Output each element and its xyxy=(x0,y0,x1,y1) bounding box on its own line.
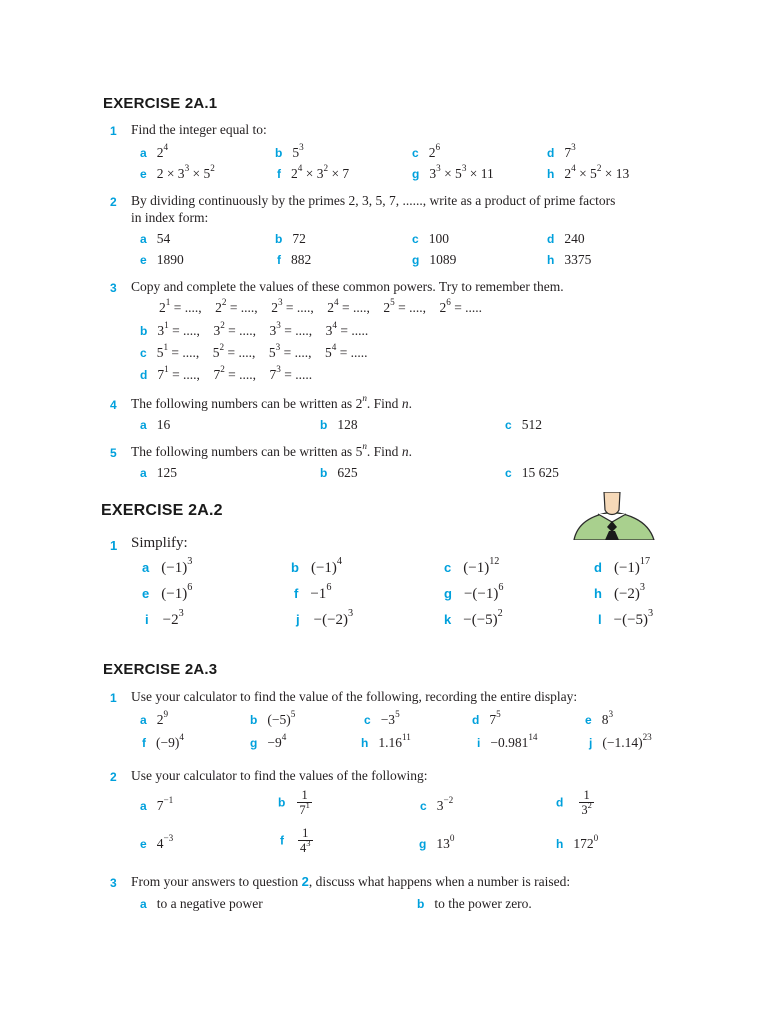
calc2-part-h: h $172^0$ xyxy=(556,833,599,851)
cartoon-character-illustration xyxy=(572,492,656,540)
question-text: From your answers to question 2, discuss what happens when a number is raised: xyxy=(131,874,571,889)
powers-row-2: $2^1$ = ...., $2^2$ = ...., $2^3$ = ...., $2^4$ = ...., $2^5$ = ...., $2^6$ = ..... xyxy=(159,297,483,315)
question-number: 1 xyxy=(110,538,118,553)
question-text: By dividing continuously by the primes 2, 3, 5, 7, ......, write as a product of prime factors xyxy=(131,193,616,208)
simplify-part-l: $l -(-5)^3$ xyxy=(598,608,654,628)
discuss-part-a: a to a negative power xyxy=(140,896,263,911)
simplify-part-j: $j -(-2)^3$ xyxy=(296,608,354,628)
calc-part-b: b $(-5)^5$ xyxy=(250,709,296,727)
calc-part-c: $c -3^5$ xyxy=(364,709,400,727)
question-number: 4 xyxy=(110,398,117,412)
simplify-part-k: $k -(-5)^2$ xyxy=(444,608,503,628)
part-2a: a 54 xyxy=(140,231,171,246)
part-4c: c 512 xyxy=(505,417,542,432)
part-2g: g 1089 xyxy=(412,252,457,267)
question-text: Copy and complete the values of these common powers. Try to remember them. xyxy=(131,279,564,294)
part-5a: a 125 xyxy=(140,465,177,480)
question-number: 3 xyxy=(110,281,117,295)
question-text: The following numbers can be written as 2$^n$. Find n. xyxy=(131,393,412,411)
part-2h: h 3375 xyxy=(547,252,592,267)
calc2-part-g: g $13^0$ xyxy=(419,833,455,851)
question-text-continued: in index form: xyxy=(131,210,209,225)
simplify-part-i: $i -2^3$ xyxy=(145,608,184,628)
simplify-part-f: $f -1^6$ xyxy=(294,582,332,602)
calc2-part-a: a $7^{-1}$ xyxy=(140,795,174,813)
calc-part-a: a $2^9$ xyxy=(140,709,169,727)
powers-row-7: d $7^1$ = ...., $7^2$ = ...., $7^3$ = ..... xyxy=(140,364,313,382)
part-2b: b 72 xyxy=(275,231,306,246)
powers-row-3: b $3^1$ = ...., $3^2$ = ...., $3^3$ = ...., $3^4$ = ..... xyxy=(140,320,369,338)
question-number: 5 xyxy=(110,446,117,460)
question-number: 2 xyxy=(110,195,117,209)
calc-part-e: e $8^3$ xyxy=(585,709,614,727)
part-2e: e 1890 xyxy=(140,252,184,267)
calc2-part-d: d $\frac{1}{3^2}$ xyxy=(556,788,592,817)
simplify-part-e: e $(-1)^6$ xyxy=(142,582,193,602)
part-1c: c $2^6$ xyxy=(412,142,441,160)
simplify-part-d: d $(-1)^{17}$ xyxy=(594,556,651,576)
part-5c: c 15 625 xyxy=(505,465,559,480)
simplify-part-b: b $(-1)^4$ xyxy=(291,556,342,576)
simplify-part-h: h $(-2)^3$ xyxy=(594,582,645,602)
simplify-part-c: c $(-1)^{12}$ xyxy=(444,556,500,576)
question-text: The following numbers can be written as 5$^n$. Find n. xyxy=(131,441,412,459)
question-text: Use your calculator to find the value of the following, recording the entire display: xyxy=(131,689,578,704)
part-2f: f 882 xyxy=(277,252,312,267)
calc-part-i: $i -0.981^{14}$ xyxy=(477,732,538,750)
simplify-part-g: $g -(-1)^6$ xyxy=(444,582,504,602)
calc-part-f: f $(-9)^4$ xyxy=(142,732,184,750)
question-number: 1 xyxy=(110,691,117,705)
part-1e: e $2 \times 3^3 \times 5^2$ xyxy=(140,163,215,181)
exercise-2a3-heading: EXERCISE 2A.3 xyxy=(103,661,218,678)
question-text: Simplify: xyxy=(131,535,188,551)
part-1a: a $2^4$ xyxy=(140,142,169,160)
calc-part-j: j $(-1.14)^{23}$ xyxy=(589,732,652,750)
part-5b: b 625 xyxy=(320,465,358,480)
part-2d: d 240 xyxy=(547,231,585,246)
part-4b: b 128 xyxy=(320,417,358,432)
question-text: Use your calculator to find the values of the following: xyxy=(131,768,428,783)
part-1d: d $7^3$ xyxy=(547,142,576,160)
calc-part-g: $g -9^4$ xyxy=(250,732,287,750)
simplify-part-a: a $(-1)^3$ xyxy=(142,556,193,576)
powers-row-5: c $5^1$ = ...., $5^2$ = ...., $5^3$ = ...., $5^4$ = ..... xyxy=(140,342,368,360)
question-number: 2 xyxy=(110,770,117,784)
question-number: 3 xyxy=(110,876,117,890)
calc2-part-e: e $4^{-3}$ xyxy=(140,833,174,851)
part-1b: b $5^3$ xyxy=(275,142,304,160)
exercise-2a1-heading: EXERCISE 2A.1 xyxy=(103,95,218,112)
question-number: 1 xyxy=(110,124,117,138)
part-4a: a 16 xyxy=(140,417,171,432)
calc-part-d: d $7^5$ xyxy=(472,709,501,727)
exercise-2a2-heading: EXERCISE 2A.2 xyxy=(101,502,223,519)
discuss-part-b: b to the power zero. xyxy=(417,896,532,911)
part-2c: c 100 xyxy=(412,231,449,246)
calc2-part-c: c $3^{-2}$ xyxy=(420,795,454,813)
question-text: Find the integer equal to: xyxy=(131,122,267,137)
calc2-part-b: b $\frac{1}{7^1}$ xyxy=(278,788,310,817)
part-1g: g $3^3 \times 5^3 \times 11$ xyxy=(412,163,494,181)
part-1h: h $2^4 \times 5^2 \times 13$ xyxy=(547,163,630,181)
part-1f: f $2^4 \times 3^2 \times 7$ xyxy=(277,163,350,181)
calc2-part-f: f $\frac{1}{4^3}$ xyxy=(280,826,311,855)
calc-part-h: h 1.16$^{11}$ xyxy=(361,732,411,750)
